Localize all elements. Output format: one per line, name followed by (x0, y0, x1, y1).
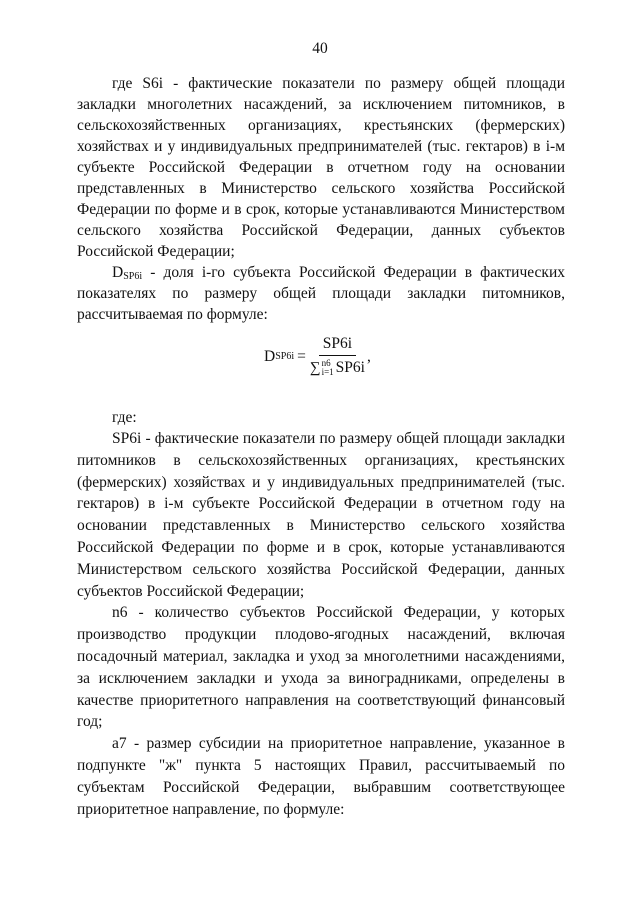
formula-denominator-term: SP6i (335, 359, 365, 376)
paragraph-a7-definition: a7 - размер субсидии на приоритетное направление, указанное в подпункте "ж" пункта 5 настоящих Правил, рассчитываемый по субъектам Российской Федерации, выбравшим соответствующее приоритетное направление, по формуле: (77, 735, 565, 818)
sum-limits (322, 359, 334, 377)
paragraph-sp6i-definition: SP6i - фактические показатели по размеру общей площади закладки питомников в сельскохозяйственных организациях, крестьянских (фермерских) хозяйствах и у индивидуальных предпринимателей (тыс. гектаров) в i-м субъекте Российской Федерации в отчетном году на основании представленных в Министерство сельского хозяйства Российской Федерации по форме и в срок, которые устанавливаются Министерством сельского хозяйства Российской Федерации, данных субъектов Российской Федерации; (77, 430, 565, 600)
dsp6i-text: - доля i-го субъекта Российской Федерации в фактических показателях по размеру общей площади закладки питомников, рассчитываемая по формуле: (77, 264, 565, 323)
dsp6i-subscript: SP6i (123, 271, 143, 282)
paragraph-s6i-definition: где S6i - фактические показатели по размеру общей площади закладки многолетних насаждений, за исключением питомников, в сельскохозяйственных организациях, крестьянских (фермерских) хозяйствах и у индивидуальных предпринимателей (тыс. гектаров) в i-м субъекте Российской Федерации в отчетном году на основании представленных в Министерство сельского хозяйства Российской Федерации по форме и в срок, которые устанавливаются Министерством сельского хозяйства Российской Федерации, данных субъектов Российской Федерации; (77, 75, 565, 260)
formula-lhs: D (264, 348, 276, 365)
formula-fraction (310, 335, 365, 378)
paragraph-n6-definition: n6 - количество субъектов Российской Федерации, у которых производство продукции плодово-ягодных насаждений, включая посадочный материал, закладка и уход за многолетними насаждениями, за исключением закладки и ухода за виноградниками, определены в качестве приоритетного направления на соответствующий финансовый год; (77, 604, 565, 731)
formula-dsp6i: D SP6i = SP6i ∑ n6 i=1 SP6i , (264, 335, 371, 377)
page-number: 40 (312, 40, 328, 57)
sigma-symbol: ∑ (309, 360, 321, 376)
formula-numerator: SP6i (319, 335, 356, 356)
where-label: где: (112, 409, 137, 426)
paragraph-dsp6i-definition (77, 262, 565, 325)
sum-lower-limit: i=1 (321, 367, 334, 377)
formula-trailing-comma: , (366, 348, 371, 365)
formula-denominator (310, 356, 365, 378)
document-body (77, 73, 565, 820)
sum-upper-limit: n6 (321, 358, 331, 368)
dsp6i-symbol: D (112, 264, 124, 281)
formula-equals: = (297, 348, 306, 365)
